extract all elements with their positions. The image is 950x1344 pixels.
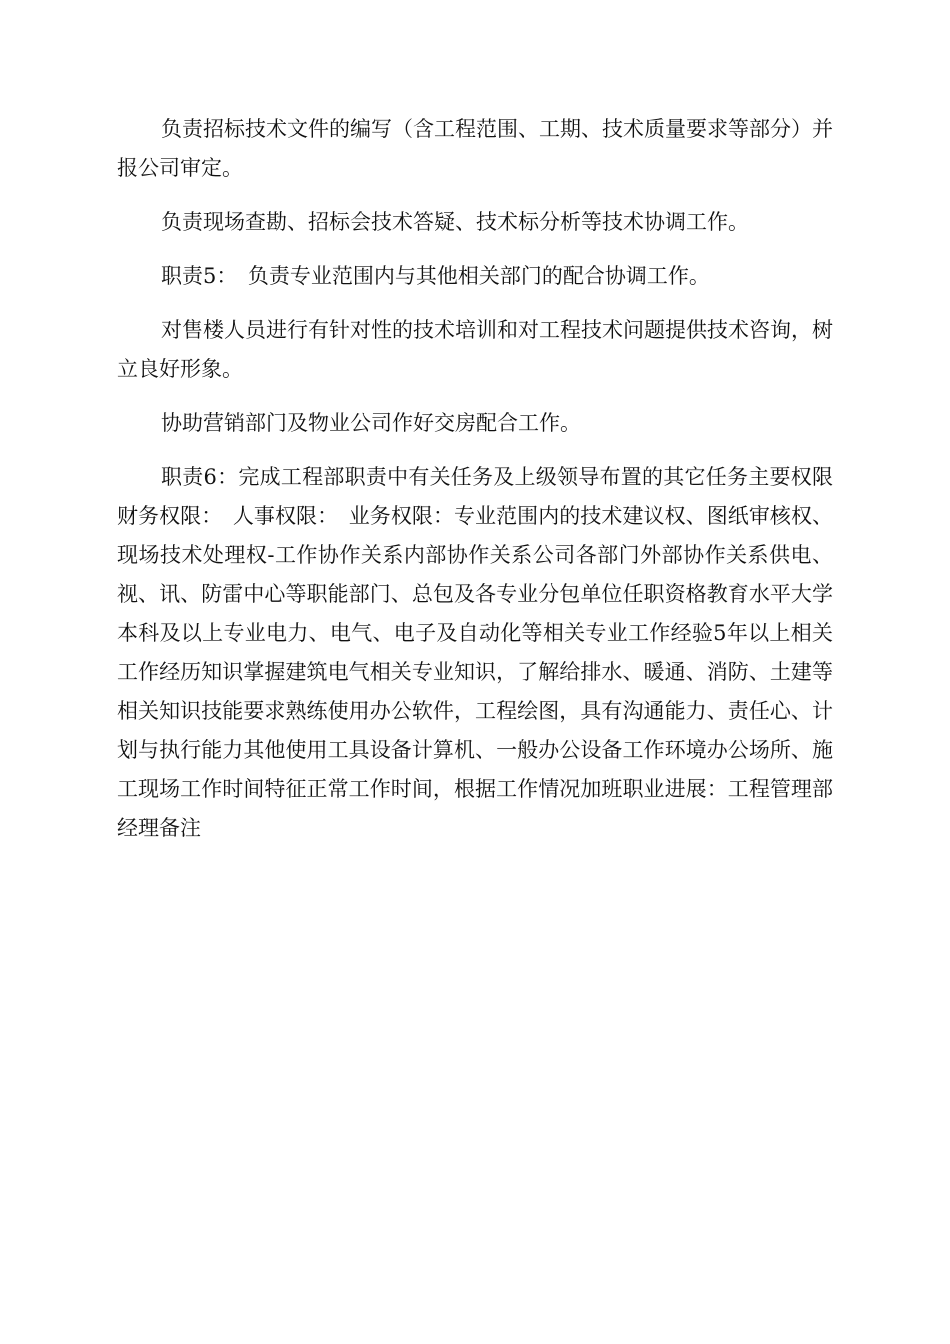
- paragraph-site-survey: 负责现场查勘、招标会技术答疑、技术标分析等技术协调工作。: [161, 210, 749, 234]
- paragraph-duty-5: 职责5： 负责专业范围内与其他相关部门的配合协调工作。: [161, 264, 710, 288]
- paragraph-bidding-docs: 负责招标技术文件的编写（含工程范围、工期、技术质量要求等部分）并报公司审定。: [117, 117, 833, 180]
- paragraph-duty-6-and-qualifications: 职责6：完成工程部职责中有关任务及上级领导布置的其它任务主要权限财务权限： 人事权限： 业务权限：专业范围内的技术建议权、图纸审核权、现场技术处理权-工作协作关系内部协作关系公司各部门外部协作关系供电、视、讯、防雷中心等职能部门、总包及各专业分包单位任职资格教育水平大学本科及以上专业电力、电气、电子及自动化等相关专业工作经验5年以上相关工作经历知识掌握建筑电气相关专业知识，了解给排水、暖通、消防、土建等相关知识技能要求熟练使用办公软件，工程绘图，具有沟通能力、责任心、计划与执行能力其他使用工具设备计算机、一般办公设备工作环境办公场所、施工现场工作时间特征正常工作时间，根据工作情况加班职业进展：工程管理部经理备注: [117, 465, 833, 840]
- paragraph-handover-support: 协助营销部门及物业公司作好交房配合工作。: [161, 411, 581, 435]
- paragraph-sales-training: 对售楼人员进行有针对性的技术培训和对工程技术问题提供技术咨询，树立良好形象。: [117, 318, 833, 381]
- document-body: [117, 110, 833, 848]
